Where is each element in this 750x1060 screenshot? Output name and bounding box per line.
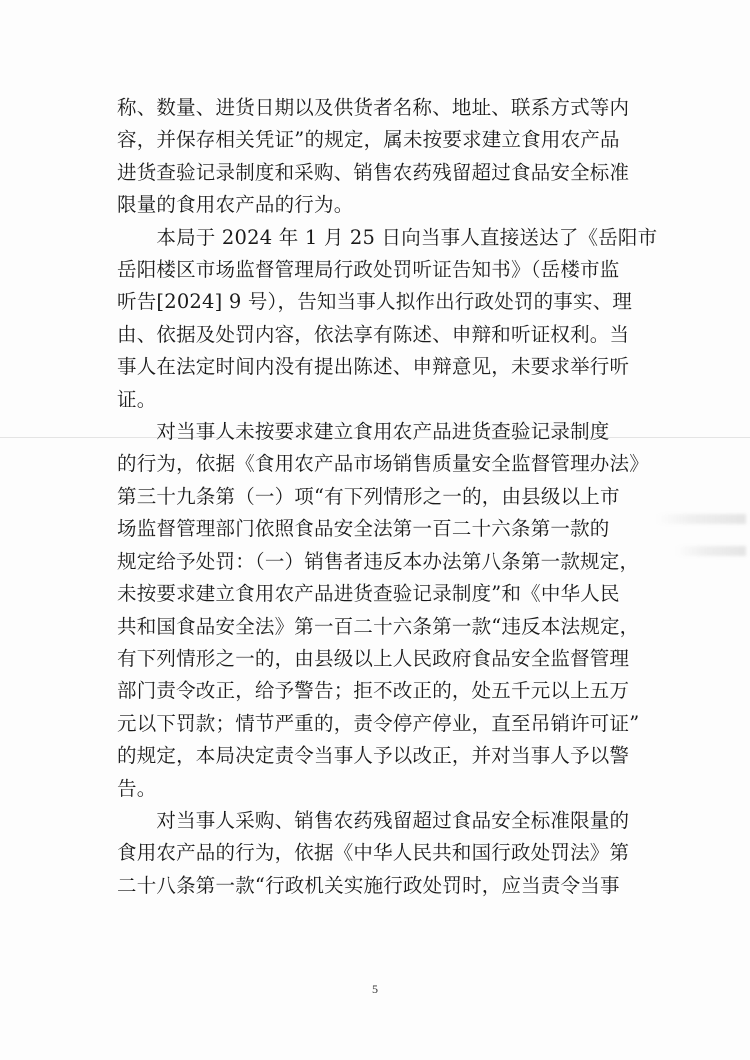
text-line: 二十八条第一款“行政机关实施行政处罚时，应当责令当事 <box>117 873 620 897</box>
text-line: 未按要求建立食用农产品进货查验记录制度”和《中华人民 <box>117 582 620 606</box>
text-line: 事人在法定时间内没有提出陈述、申辩意见，未要求举行听 <box>117 355 630 379</box>
text-line: 进货查验记录制度和采购、销售农药残留超过食品安全标准 <box>117 160 630 184</box>
text-line: 由、依据及处罚内容，依法享有陈述、申辩和听证权利。当 <box>117 322 630 346</box>
text-line: 对当事人未按要求建立食用农产品进货查验记录制度 <box>117 420 610 444</box>
text-line: 对当事人采购、销售农药残留超过食品安全标准限量的 <box>117 808 630 832</box>
text-line: 岳阳楼区市场监督管理局行政处罚听证告知书》（岳楼市监 <box>117 258 620 282</box>
paragraph-penalty-record-system <box>117 416 649 805</box>
text-line: 限量的食用农产品的行为。 <box>117 193 354 217</box>
text-line: 共和国食品安全法》第一百二十六条第一款“违反本法规定， <box>117 614 640 638</box>
text-line: 容，并保存相关凭证”的规定，属未按要求建立食用农产品 <box>117 128 620 152</box>
text-line: 本局于 2024 年 1 月 25 日向当事人直接送达了《岳阳市 <box>117 225 658 249</box>
text-line: 的行为，依据《食用农产品市场销售质量安全监督管理办法》 <box>117 452 649 476</box>
text-line: 元以下罚款；情节严重的，责令停产停业，直至吊销许可证” <box>117 711 640 735</box>
text-line: 称、数量、进货日期以及供货者名称、地址、联系方式等内 <box>117 96 630 119</box>
document-body <box>117 92 658 902</box>
text-line: 规定给予处罚：（一）销售者违反本办法第八条第一款规定， <box>117 549 640 573</box>
text-line: 告。 <box>117 776 157 800</box>
page-number: 5 <box>372 982 378 996</box>
text-line: 第三十九条第（一）项“有下列情形之一的，由县级以上市 <box>117 484 620 508</box>
text-line: 部门责令改正，给予警告；拒不改正的，处五千元以上五万 <box>117 679 630 703</box>
bleed-through-mark <box>656 514 746 524</box>
paragraph-continued <box>117 92 645 222</box>
paragraph-penalty-pesticide <box>117 805 645 902</box>
text-line: 有下列情形之一的，由县级以上人民政府食品安全监督管理 <box>117 646 630 670</box>
text-line: 的规定，本局决定责令当事人予以改正，并对当事人予以警 <box>117 744 630 768</box>
paragraph-hearing-notice <box>117 222 658 416</box>
text-line: 食用农产品的行为，依据《中华人民共和国行政处罚法》第 <box>117 841 630 865</box>
text-line: 听告[2024] 9 号），告知当事人拟作出行政处罚的事实、理 <box>117 290 633 314</box>
bleed-through-mark <box>676 546 746 556</box>
text-line: 证。 <box>117 387 157 411</box>
text-line: 场监督管理部门依照食品安全法第一百二十六条第一款的 <box>117 517 610 541</box>
